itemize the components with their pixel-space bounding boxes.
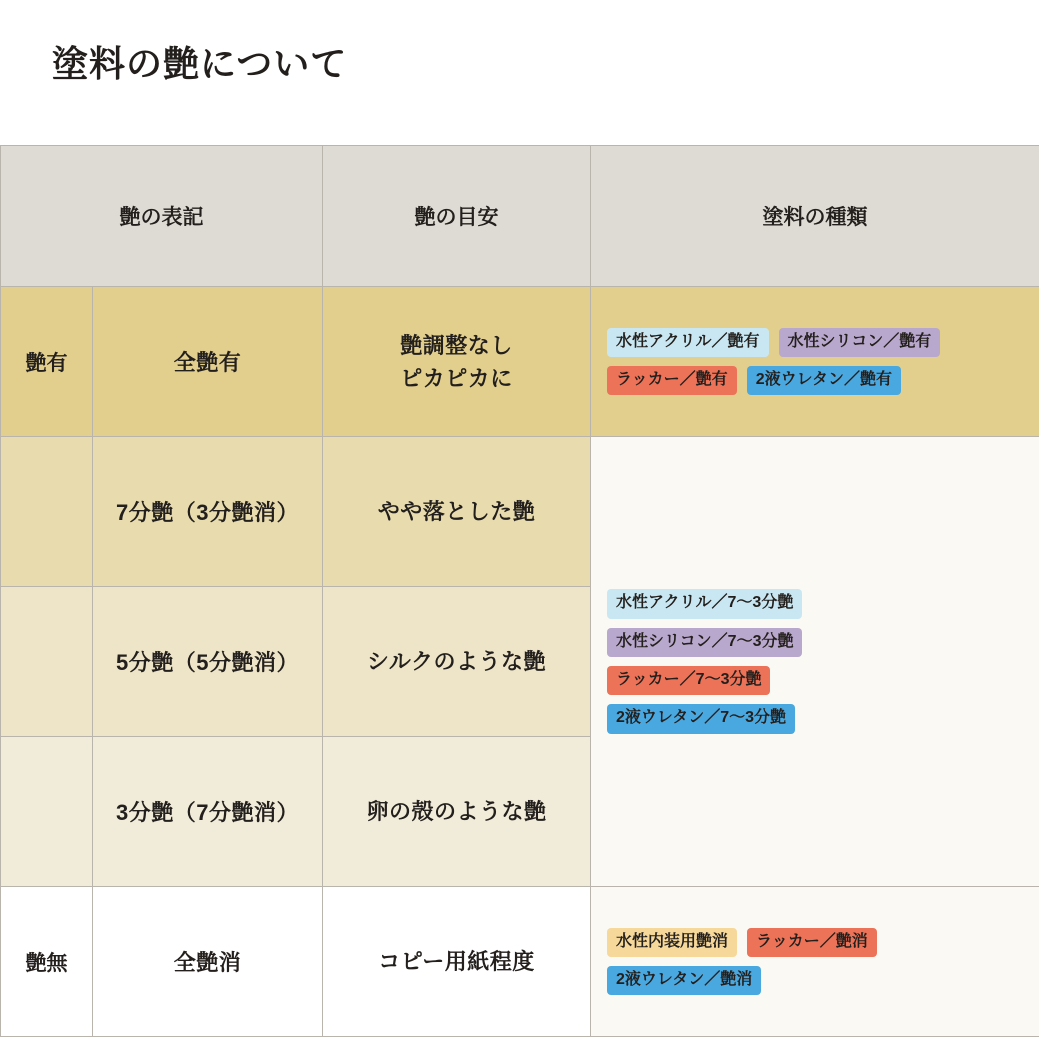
tag-item: 水性シリコン／艶有	[779, 328, 941, 357]
types-cell-matte	[591, 887, 1039, 1037]
notation-cell: 3分艶（7分艶消）	[93, 737, 323, 887]
table-row	[1, 887, 1039, 1037]
tag-item: 2液ウレタン／艶消	[607, 966, 761, 995]
notation-cell: 全艶消	[93, 887, 323, 1037]
table-header-row	[1, 146, 1039, 287]
tag-group	[607, 589, 1023, 734]
gloss-table	[0, 145, 1039, 1037]
guide-line-2: ピカピカに	[400, 365, 513, 391]
table-body	[1, 287, 1039, 1037]
guide-cell: シルクのような艶	[323, 587, 591, 737]
notation-cell: 5分艶（5分艶消）	[93, 587, 323, 737]
header-guide: 艶の目安	[323, 146, 591, 287]
tag-item: ラッカー／7〜3分艶	[607, 666, 770, 695]
guide-cell: 卵の殻のような艶	[323, 737, 591, 887]
tag-group	[607, 328, 1023, 396]
guide-cell: やや落とした艶	[323, 437, 591, 587]
tag-item: 水性アクリル／艶有	[607, 328, 769, 357]
table-header	[1, 146, 1039, 287]
page-title: 塗料の艶について	[52, 43, 348, 84]
table-row	[1, 287, 1039, 437]
group-label-empty	[1, 737, 93, 887]
tag-item: 水性シリコン／7〜3分艶	[607, 628, 802, 657]
tag-item: ラッカー／艶消	[747, 928, 877, 957]
tag-item: 2液ウレタン／7〜3分艶	[607, 704, 795, 733]
tag-group	[607, 928, 1023, 996]
notation-cell: 全艶有	[93, 287, 323, 437]
guide-line-1: 艶調整なし	[400, 332, 513, 358]
group-label-empty	[1, 437, 93, 587]
tag-item: 水性アクリル／7〜3分艶	[607, 589, 802, 618]
group-label-matte: 艶無	[1, 887, 93, 1037]
types-cell-gloss	[591, 287, 1039, 437]
tag-item: ラッカー／艶有	[607, 366, 737, 395]
guide-cell	[323, 287, 591, 437]
guide-cell: コピー用紙程度	[323, 887, 591, 1037]
group-label-gloss: 艶有	[1, 287, 93, 437]
notation-cell: 7分艶（3分艶消）	[93, 437, 323, 587]
header-types: 塗料の種類	[591, 146, 1039, 287]
header-notation: 艶の表記	[1, 146, 323, 287]
group-label-empty	[1, 587, 93, 737]
table-row	[1, 437, 1039, 587]
tag-item: 水性内装用艶消	[607, 928, 737, 957]
types-cell-mid	[591, 437, 1039, 887]
tag-item: 2液ウレタン／艶有	[747, 366, 901, 395]
